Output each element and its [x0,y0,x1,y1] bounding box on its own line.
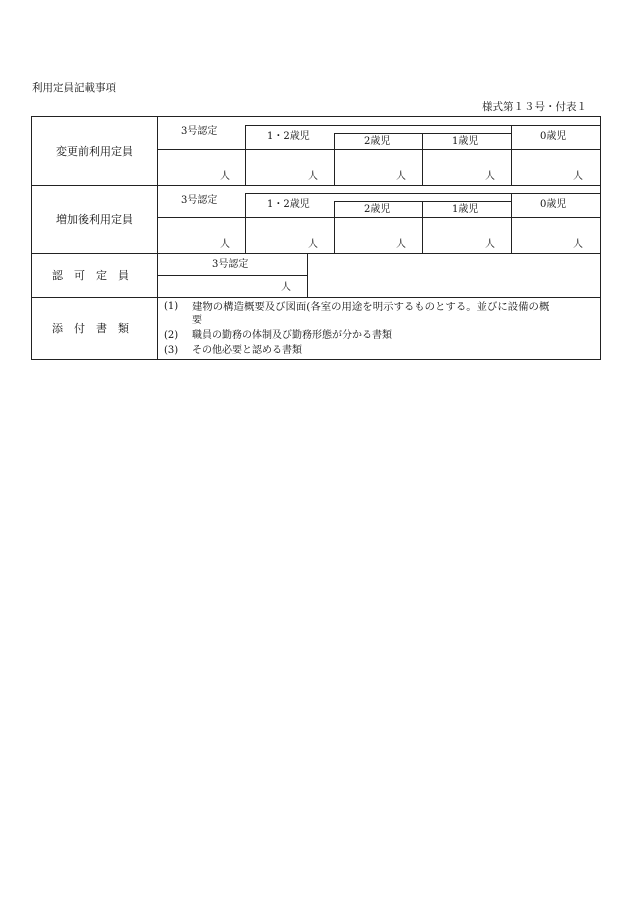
after-1sai-header: 1歳児 [452,204,479,215]
before-2sai-header: 2歳児 [364,136,391,147]
after-2sai-header: 2歳児 [364,204,391,215]
form-number: 様式第１３号・付表１ [482,101,587,113]
before-1sai-header: 1歳児 [452,136,479,147]
attachments-label: 添 付 書 類 [52,322,129,335]
after-1-2-header: 1・2歳児 [267,199,310,210]
approved-capacity-label: 認 可 定 員 [52,269,129,282]
attachment-2-text: 職員の勤務の体制及び勤務形態が分かる書類 [192,330,392,341]
before-3go-unit: 人 [220,171,230,182]
after-1-2-unit: 人 [308,239,318,250]
attachment-3-text: その他必要と認める書類 [192,345,302,356]
after-3go-header: 3号認定 [181,195,218,206]
attachment-3-number: (3) [164,345,179,356]
document-title: 利用定員記載事項 [32,82,116,94]
before-1-2-unit: 人 [308,171,318,182]
approved-3go-header: 3号認定 [212,259,249,270]
before-3go-header: 3号認定 [181,126,218,137]
before-2sai-unit: 人 [396,171,406,182]
after-0sai-unit: 人 [573,239,583,250]
after-capacity-label: 増加後利用定員 [56,213,133,226]
attachment-1-text: 建物の構造概要及び図面(各室の用途を明示するものとする。並びに設備の概 [192,301,550,313]
after-1sai-unit: 人 [485,239,495,250]
approved-3go-unit: 人 [281,282,291,293]
before-1sai-unit: 人 [485,171,495,182]
before-0sai-header: 0歳児 [540,131,567,142]
before-0sai-unit: 人 [573,171,583,182]
attachment-1-number: (1) [164,301,179,312]
attachment-1-text-cont: 要 [192,315,202,326]
before-1-2-header: 1・2歳児 [267,131,310,142]
after-2sai-unit: 人 [396,239,406,250]
attachment-2-number: (2) [164,330,179,341]
before-capacity-label: 変更前利用定員 [56,145,133,158]
after-3go-unit: 人 [220,239,230,250]
after-0sai-header: 0歳児 [540,199,567,210]
